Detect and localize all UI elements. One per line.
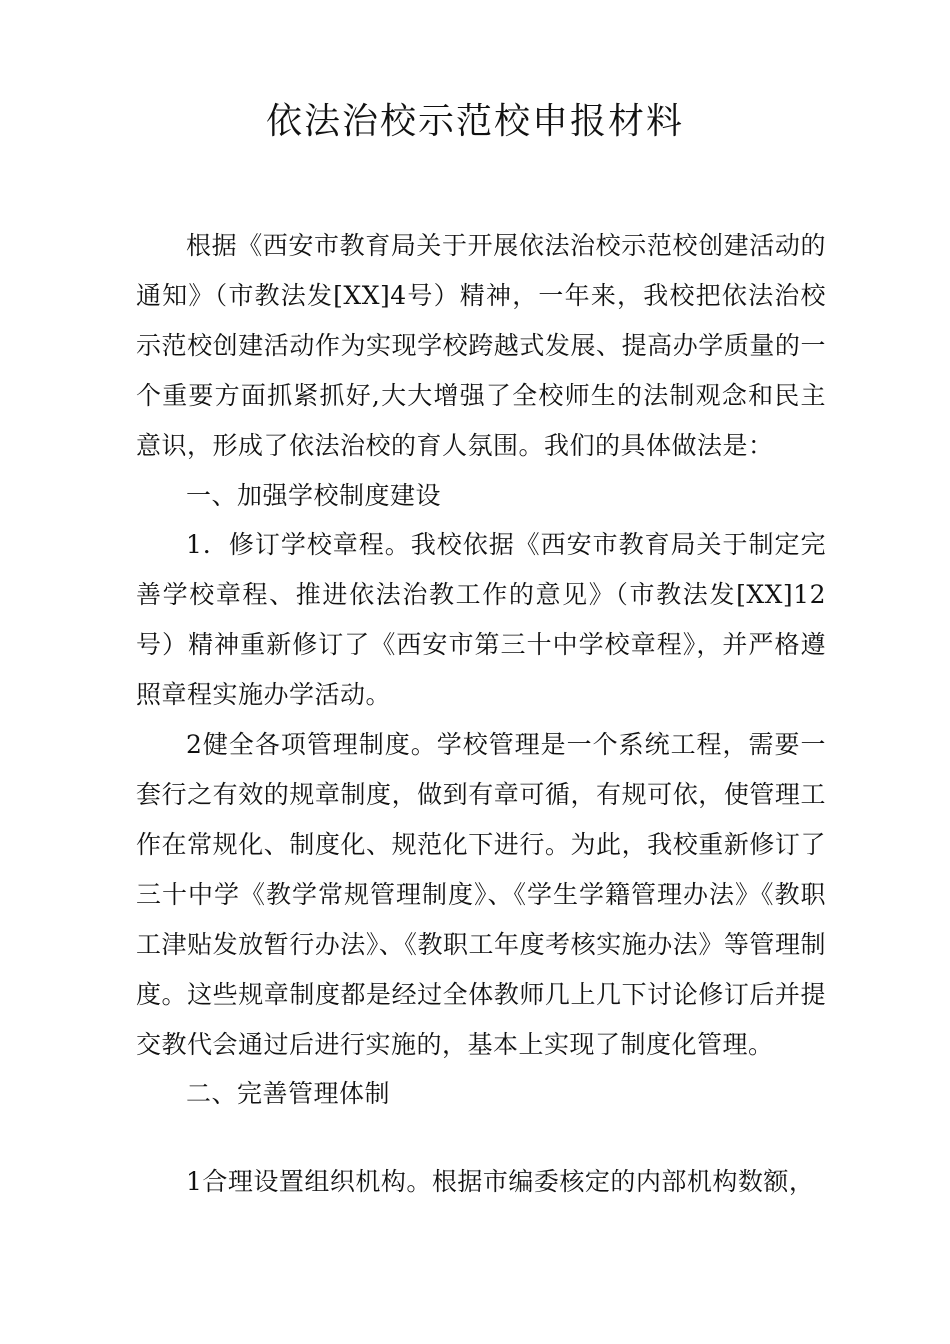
document-body: [136, 221, 826, 1207]
paragraph-intro: 根据《西安市教育局关于开展依法治校示范校创建活动的通知》（市教法发[XX]4号）精神，一年来，我校把依法治校示范校创建活动作为实现学校跨越式发展、提高办学质量的一个重要方面抓紧抓好,大大增强了全校师生的法制观念和民主意识，形成了依法治校的育人氛围。我们的具体做法是：: [136, 231, 826, 460]
document-title: 依法治校示范校申报材料: [265, 101, 684, 142]
section-heading-2: 二、完善管理体制: [186, 1079, 391, 1109]
section-heading-1: 一、加强学校制度建设: [186, 480, 442, 510]
paragraph-item-2-1: 1合理设置组织机构。根据市编委核定的内部机构数额，: [186, 1167, 815, 1197]
paragraph-item-1-2: 2健全各项管理制度。学校管理是一个系统工程，需要一套行之有效的规章制度，做到有章可循，有规可依，使管理工作在常规化、制度化、规范化下进行。为此，我校重新修订了三十中学《教学常规管理制度》、《学生学籍管理办法》《教职工津贴发放暂行办法》、《教职工年度考核实施办法》等管理制度。这些规章制度都是经过全体教师几上几下讨论修订后并提交教代会通过后进行实施的，基本上实现了制度化管理。: [136, 730, 826, 1059]
paragraph-item-1-1: 1．修订学校章程。我校依据《西安市教育局关于制定完善学校章程、推进依法治教工作的意见》（市教法发[XX]12号）精神重新修订了《西安市第三十中学校章程》，并严格遵照章程实施办学活动。: [136, 530, 826, 710]
